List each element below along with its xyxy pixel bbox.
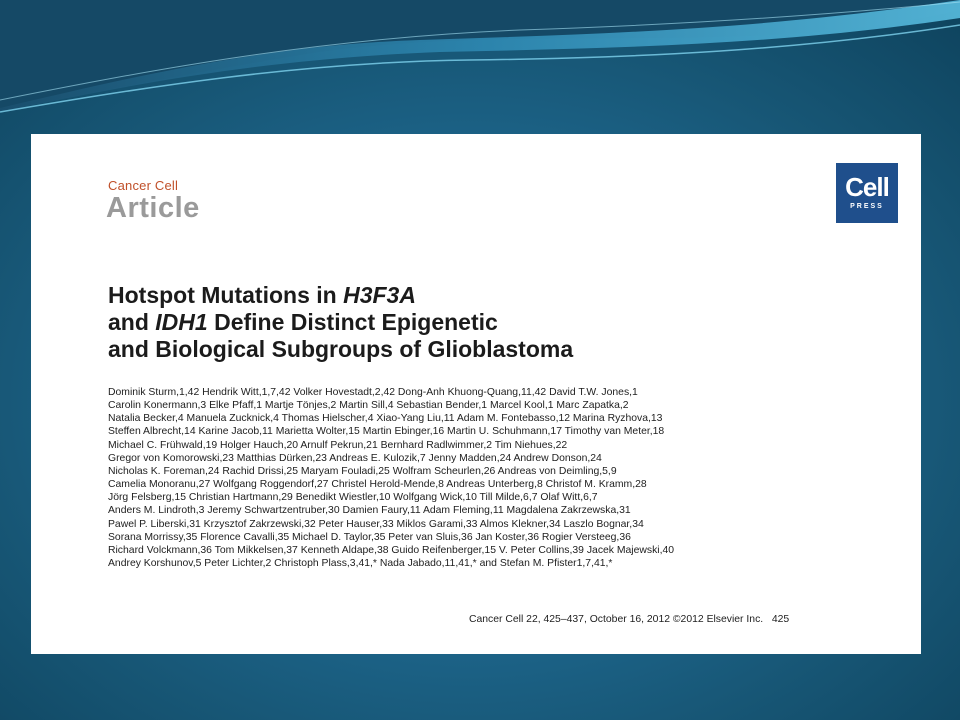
gene-name: H3F3A [343,282,416,308]
author-line: Sorana Morrissy,35 Florence Cavalli,35 Michael D. Taylor,35 Peter van Sluis,36 Jan Koster,36 Rogier Versteeg,36 [108,531,631,543]
author-line: Nicholas K. Foreman,24 Rachid Drissi,25 Maryam Fouladi,25 Wolfram Scheurlen,26 Andreas von Deimling,5,9 [108,465,617,477]
header-swoosh [0,0,960,120]
author-line: Camelia Monoranu,27 Wolfgang Roggendorf,27 Christel Herold-Mende,8 Andreas Unterberg,8 Christof M. Kramm,28 [108,479,647,491]
title-text: and [108,309,156,335]
author-line: Jörg Felsberg,15 Christian Hartmann,29 Benedikt Wiestler,10 Wolfgang Wick,10 Till Milde,6,7 Olaf Witt,6,7 [108,492,598,504]
cell-press-logo [836,163,898,223]
title-text: Hotspot Mutations in [108,282,344,308]
logo-main-text: Cell [845,172,889,202]
author-line: Carolin Konermann,3 Elke Pfaff,1 Martje Tönjes,2 Martin Sill,4 Sebastian Bender,1 Marcel Kool,1 Marc Zapatka,2 [108,400,629,412]
author-line: Anders M. Lindroth,3 Jeremy Schwartzentruber,30 Damien Faury,11 Adam Fleming,11 Magdalena Zakrzewska,31 [108,505,631,517]
citation-footer [469,614,789,625]
citation-text: Cancer Cell 22, 425–437, October 16, 2012 ©2012 Elsevier Inc. [469,614,764,625]
title-text: Define Distinct Epigenetic [207,309,498,335]
author-list [108,386,848,570]
author-line: Steffen Albrecht,14 Karine Jacob,11 Marietta Wolter,15 Martin Ebinger,16 Martin U. Schuhmann,17 Timothy van Meter,18 [108,426,665,438]
title-line-3: and Biological Subgroups of Glioblastoma [108,336,574,362]
author-line: Michael C. Frühwald,19 Holger Hauch,20 Arnulf Pekrun,21 Bernhard Radlwimmer,2 Tim Niehues,22 [108,439,568,451]
author-line: Gregor von Komorowski,23 Matthias Dürken,23 Andreas E. Kulozik,7 Jenny Madden,24 Andrew Donson,24 [108,452,602,464]
author-line: Natalia Becker,4 Manuela Zucknick,4 Thomas Hielscher,4 Xiao-Yang Liu,11 Adam M. Fontebasso,12 Marina Ryzhova,13 [108,413,663,425]
title-line-2 [108,309,728,336]
journal-name: Cancer Cell [108,178,179,193]
page-number: 425 [771,614,790,625]
title-line-1 [108,282,728,309]
author-line: Richard Volckmann,36 Tom Mikkelsen,37 Kenneth Aldape,38 Guido Reifenberger,15 V. Peter Collins,39 Jacek Majewski,40 [108,544,675,556]
author-line: Dominik Sturm,1,42 Hendrik Witt,1,7,42 Volker Hovestadt,2,42 Dong-Anh Khuong-Quang,11,42 David T.W. Jones,1 [108,387,638,398]
author-line: Andrey Korshunov,5 Peter Lichter,2 Christoph Plass,3,41,* Nada Jabado,11,41,* and Stefan M. Pfister1,7,41,* [108,558,613,570]
gene-name: IDH1 [155,309,208,335]
paper-title [108,282,728,363]
logo-sub-text: PRESS [850,203,884,210]
article-type: Article [106,192,200,224]
author-line: Pawel P. Liberski,31 Krzysztof Zakrzewski,32 Peter Hauser,33 Miklos Garami,33 Almos Klekner,34 Laszlo Bognar,34 [108,518,644,530]
